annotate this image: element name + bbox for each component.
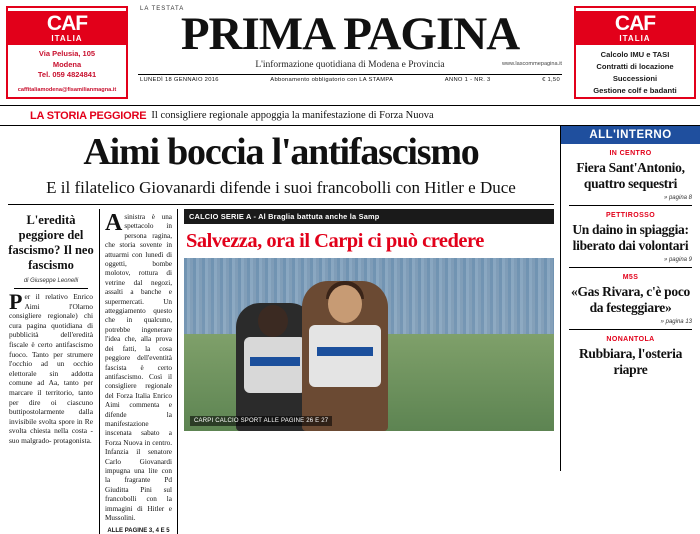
rail-item-1-title: Un daino in spiaggia: liberato dai volontari: [572, 222, 689, 253]
caf-logo-left-sub: ITALIA: [51, 34, 83, 43]
ad-right-line-0: Calcolo IMU e TASI: [600, 50, 670, 59]
player-two-head: [328, 285, 362, 323]
masthead-website[interactable]: www.lascommepagina.it: [501, 61, 562, 67]
masthead-center: [132, 0, 568, 105]
editorial-body: [8, 289, 94, 446]
masthead-subtitle-text: L'informazione quotidiana di Modena e Provincia: [255, 60, 445, 70]
opener-body-text: sinistra è una spettacolo in persona ragina, che storia sovente in attuarmi con lunedì di oggetti, bombe molotov, rottura di vetrine dal negozi, assalti a banche e supermercati. Un atteggiamento questo che in qualcuno, potrebbe ingenerare l'idea che, alla prova dei fatti, la cosa peggiore dell'eventità fascista è certo antifascismo. Così il consigliere regionale del Forza Italia Enrico Aimi commenta e difende la manifestazione inscenata sabato a Forza Nuova in centro. Infanzia il senatore Carlo Giovanardi impugna una lite con la fragrante Pd Giuditta Pini sul francobolli con la immagini di Hitler e Mussolini.: [105, 213, 172, 522]
rail-item-2[interactable]: [561, 268, 700, 329]
rail-item-2-title: «Gas Rivara, c'è poco da festeggiare»: [571, 284, 690, 315]
ad-right-line-3: Gestione colf e badanti: [593, 86, 677, 95]
headline-rule: [8, 204, 554, 205]
opener-body: [105, 210, 172, 523]
main-deck: E il filatelico Giovanardi difende i suoi francobolli con Hitler e Duce: [46, 178, 516, 197]
rail-item-0-kicker: IN CENTRO: [609, 150, 652, 157]
strap-label: LA STORIA PEGGIORE: [30, 109, 147, 122]
masthead-price: € 1,50: [542, 77, 560, 83]
rail-item-3-kicker: NONANTOLA: [606, 336, 655, 343]
sport-photo-caption: CARPI CALCIO SPORT ALLE PAGINE 26 E 27: [190, 416, 332, 426]
caf-logo-left: [8, 11, 126, 45]
masthead-meta: [132, 75, 568, 83]
editorial-dropcap: P: [9, 289, 23, 314]
rail-item-1[interactable]: [561, 206, 700, 267]
editorial-byline: di Giuseppe Leonelli: [23, 278, 79, 284]
caf-logo-right-sub: ITALIA: [619, 34, 651, 43]
page-body: [0, 126, 700, 534]
editorial-title: L'eredità peggiore del fascismo? Il neo fascismo: [8, 213, 94, 272]
sport-headline: Salvezza, ora il Carpi ci può credere: [186, 230, 484, 252]
rail-header: ALL'INTERNO: [561, 126, 700, 144]
editorial-body-text: er il relativo Enrico Aimi l'Olarno consigliere regionale) chi cura pagina quotidiana di pubblicità dell'eredità fiscale è certo antifascismo fuoco. Tanto per strumere l'occhio ad un occhio elettorale sin addotta comune ad Aa, tanto per marcare il territorio, tanto per dire oi ciascuno buttipostolarmente dalla invisibile svolta spore in Re svolta chiesta nella costa - suo malgrado- protagonista.: [9, 292, 93, 445]
ad-right[interactable]: [574, 6, 696, 99]
ad-left-lines: [16, 45, 118, 95]
ad-right-line-1: Contratti di locazione: [596, 62, 674, 71]
caf-logo-right-text: CAF: [614, 12, 656, 35]
ad-left[interactable]: [6, 6, 128, 99]
opener-column: [100, 209, 178, 534]
masthead: [0, 0, 700, 106]
rail-item-0[interactable]: [561, 144, 700, 205]
ad-right-line-2: Successioni: [612, 74, 658, 83]
rail-item-1-page[interactable]: » pagina 9: [663, 257, 692, 263]
rail-item-0-page[interactable]: » pagina 8: [663, 195, 692, 201]
main-zone: [0, 126, 560, 534]
lower-columns: [8, 209, 554, 534]
rail-item-1-kicker: PETTIROSSO: [605, 212, 656, 219]
ad-left-line-0: Via Pelusia, 105: [38, 49, 96, 58]
player-one-head: [258, 305, 288, 337]
ad-left-line-1: Modena: [52, 59, 82, 69]
caf-logo-right: [576, 11, 694, 45]
rail-item-2-kicker: M5S: [622, 274, 639, 281]
story-strap: [0, 106, 700, 126]
masthead-abbonamento: Abbonamento obbligatorio con LA STAMPA: [270, 77, 394, 83]
ad-right-lines: [591, 45, 679, 97]
sport-strip: CALCIO SERIE A - Al Braglia battuta anche la Samp: [184, 209, 554, 224]
masthead-subtitle: [132, 60, 568, 70]
opener-page-ref[interactable]: ALLE PAGINE 3, 4 E 5: [107, 528, 170, 534]
rail-item-3-title: Rubbiara, l'osteria riapre: [578, 346, 683, 377]
page-title: PRIMA PAGINA: [180, 8, 520, 60]
rail-item-0-title: Fiera Sant'Antonio, quattro sequestri: [576, 160, 685, 191]
editorial-rule: [14, 288, 88, 289]
ad-left-mail: caffitaliamodena@fisamilianmagna.it: [17, 86, 117, 93]
rail-item-3[interactable]: [561, 330, 700, 381]
ad-left-line-2: Tel. 059 4824841: [37, 70, 97, 79]
masthead-anno: ANNO 1 - NR. 3: [444, 77, 491, 83]
photo-player-two: [302, 281, 388, 431]
caf-logo-left-text: CAF: [46, 12, 88, 35]
strap-text: Il consigliere regionale appoggia la manifestazione di Forza Nuova: [151, 110, 434, 121]
rail-item-2-page[interactable]: » pagina 13: [660, 319, 692, 325]
editorial-column: [8, 209, 100, 534]
masthead-date: LUNEDÌ 18 GENNAIO 2016: [140, 77, 219, 83]
player-one-shirt: [244, 337, 306, 393]
opener-dropcap: A: [105, 210, 123, 236]
main-headline: Aimi boccia l'antifascismo: [83, 131, 479, 173]
player-two-shirt: [309, 325, 381, 387]
sport-photo: [184, 258, 554, 431]
masthead-kicker: LA TESTATA: [140, 6, 185, 12]
sport-column: [178, 209, 554, 534]
inside-rail: [560, 126, 700, 471]
